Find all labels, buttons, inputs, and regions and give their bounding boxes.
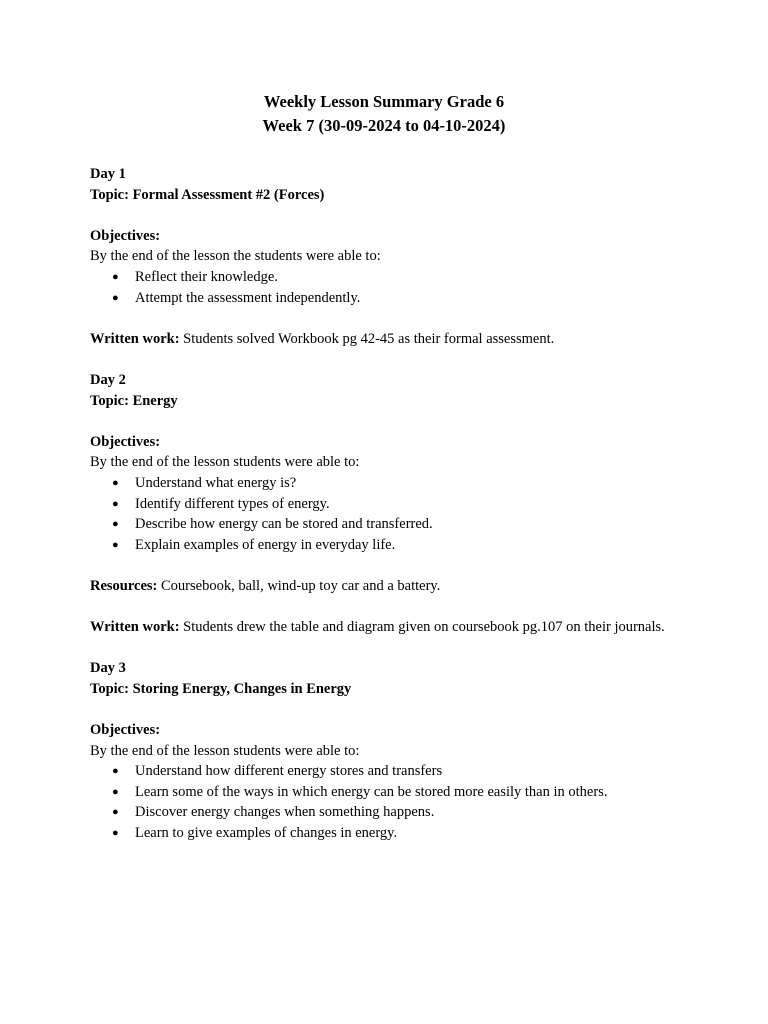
written-work-label: Written work: xyxy=(90,330,180,347)
list-item-text: Learn some of the ways in which energy can be stored more easily than in others. xyxy=(135,783,608,800)
day-heading: Day 3 xyxy=(90,660,126,677)
list-item-text: Attempt the assessment independently. xyxy=(135,289,361,306)
list-item-text: Describe how energy can be stored and transferred. xyxy=(135,516,433,533)
day-heading: Day 2 xyxy=(90,371,126,388)
written-work-label: Written work: xyxy=(90,619,180,636)
list-item-text: Explain examples of energy in everyday life. xyxy=(135,536,396,553)
resources-paragraph xyxy=(90,576,678,597)
list-item xyxy=(90,473,678,494)
list-item xyxy=(90,494,678,515)
objectives-list xyxy=(90,267,678,308)
written-work-text: Students drew the table and diagram given on coursebook pg.107 on their journals. xyxy=(179,619,665,636)
objectives-label: Objectives: xyxy=(90,227,161,244)
objectives-intro: By the end of the lesson the students were able to: xyxy=(90,248,381,265)
list-item-text: Discover energy changes when something happens. xyxy=(135,804,435,821)
objectives-intro: By the end of the lesson students were able to: xyxy=(90,742,360,759)
bullet-icon: ● xyxy=(112,806,119,819)
list-item xyxy=(90,267,678,288)
objectives-label: Objectives: xyxy=(90,722,161,739)
document-page xyxy=(90,90,678,844)
list-item-text: Learn to give examples of changes in energy. xyxy=(135,825,398,841)
resources-text: Coursebook, ball, wind-up toy car and a battery. xyxy=(157,577,441,594)
list-item xyxy=(90,288,678,309)
list-item-text: Understand how different energy stores and transfers xyxy=(135,763,443,780)
list-item xyxy=(90,514,678,535)
objectives-list xyxy=(90,473,678,555)
topic-heading: Topic: Energy xyxy=(90,392,178,409)
topic-heading: Topic: Storing Energy, Changes in Energy xyxy=(90,680,352,697)
bullet-icon: ● xyxy=(112,497,119,510)
written-work-text: Students solved Workbook pg 42-45 as their formal assessment. xyxy=(179,330,555,347)
resources-label: Resources: xyxy=(90,577,158,594)
bullet-icon: ● xyxy=(112,476,119,489)
list-item xyxy=(90,761,678,782)
list-item xyxy=(90,782,678,803)
list-item xyxy=(90,823,678,844)
written-work-paragraph xyxy=(90,617,678,638)
list-item-text: Reflect their knowledge. xyxy=(135,268,278,285)
bullet-icon: ● xyxy=(112,538,119,551)
objectives-intro: By the end of the lesson students were able to: xyxy=(90,454,360,471)
list-item xyxy=(90,535,678,556)
bullet-icon: ● xyxy=(112,827,119,839)
list-item-text: Identify different types of energy. xyxy=(135,495,330,512)
bullet-icon: ● xyxy=(112,765,119,778)
bullet-icon: ● xyxy=(112,785,119,798)
topic-heading: Topic: Formal Assessment #2 (Forces) xyxy=(90,186,325,203)
document-title-line-1: Weekly Lesson Summary Grade 6 xyxy=(263,92,505,111)
document-title-line-2: Week 7 (30-09-2024 to 04-10-2024) xyxy=(262,116,506,135)
list-item-text: Understand what energy is? xyxy=(135,474,297,491)
bullet-icon: ● xyxy=(112,518,119,531)
bullet-icon: ● xyxy=(112,270,119,283)
objectives-list xyxy=(90,761,678,843)
day-3-section xyxy=(90,658,678,843)
bullet-icon: ● xyxy=(112,291,119,304)
list-item xyxy=(90,802,678,823)
day-2-section xyxy=(90,370,678,638)
day-heading: Day 1 xyxy=(90,166,126,182)
day-1-section xyxy=(90,164,678,349)
objectives-label: Objectives: xyxy=(90,433,161,450)
written-work-paragraph xyxy=(90,329,678,350)
